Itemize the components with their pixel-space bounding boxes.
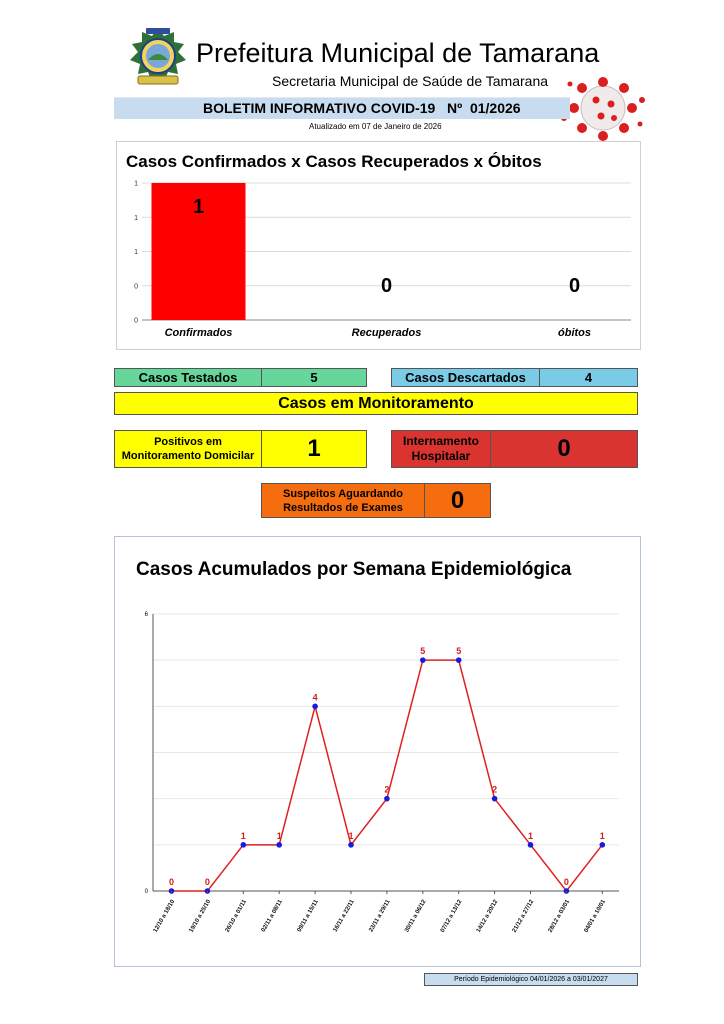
data-point <box>492 796 498 802</box>
x-tick-label: 09/11 a 15/11 <box>296 899 320 934</box>
data-point <box>312 704 318 710</box>
x-tick-label: 28/12 a 03/01 <box>547 899 572 934</box>
x-tick-label: 04/01 a 10/01 <box>583 899 608 934</box>
updated-date: Atualizado em 07 de Janeiro de 2026 <box>309 122 442 131</box>
weekly-line-chart <box>114 536 641 967</box>
data-point <box>384 796 390 802</box>
home-monitoring-value: 1 <box>261 430 367 468</box>
point-data-label: 0 <box>204 877 210 887</box>
data-point <box>420 657 426 663</box>
suspects-label: Suspeitos Aguardando Resultados de Exames <box>261 483 425 518</box>
x-tick-label: 14/12 a 20/12 <box>475 899 500 934</box>
cases-chart-title: Casos Confirmados x Casos Recuperados x Óbitos <box>126 152 542 171</box>
y-tick-label: 1 <box>134 249 138 256</box>
period-label: Período Epidemiológico 04/01/2026 a 03/01/2027 <box>424 973 638 986</box>
coronavirus-illustration <box>556 72 650 144</box>
x-category-label: óbitos <box>558 327 591 339</box>
point-data-label: 5 <box>420 646 426 657</box>
x-tick-label: 12/10 a 18/10 <box>152 899 177 934</box>
monitoring-heading: Casos em Monitoramento <box>114 392 638 415</box>
suspects-value: 0 <box>424 483 491 518</box>
point-data-label: 1 <box>348 830 354 841</box>
hospital-value: 0 <box>490 430 638 468</box>
y-tick-label: 1 <box>134 180 138 188</box>
x-tick-label: 16/11 a 22/11 <box>332 899 356 934</box>
point-data-label: 2 <box>492 784 498 795</box>
y-tick-label: 1 <box>134 214 138 222</box>
data-point <box>241 842 247 848</box>
y-tick-label: 6 <box>144 612 148 618</box>
point-data-label: 1 <box>240 830 246 841</box>
discarded-label: Casos Descartados <box>391 368 540 387</box>
discarded-value: 4 <box>539 368 638 387</box>
cases-bar-chart <box>116 141 641 350</box>
series-line <box>172 660 603 891</box>
point-data-label: 5 <box>456 646 462 657</box>
data-point <box>348 842 354 848</box>
home-monitoring-label: Positivos em Monitoramento Domicilar <box>114 430 262 468</box>
municipal-crest-logo <box>124 26 192 92</box>
x-tick-label: 30/11 a 06/12 <box>404 899 428 934</box>
y-tick-label: 0 <box>134 283 138 291</box>
point-data-label: 1 <box>276 830 282 841</box>
bar-data-label: 0 <box>380 275 393 297</box>
page-title: Prefeitura Municipal de Tamarana <box>196 38 600 68</box>
x-tick-label: 23/11 a 29/11 <box>368 899 392 934</box>
x-tick-label: 02/11 a 08/11 <box>260 899 284 934</box>
y-tick-label: 0 <box>144 889 148 895</box>
data-point <box>456 657 462 663</box>
x-tick-label: 26/10 a 01/11 <box>224 899 249 934</box>
y-tick-label: 0 <box>134 317 138 325</box>
bulletin-heading: BOLETIM INFORMATIVO COVID-19 Nº 01/2026 <box>203 100 521 116</box>
x-tick-label: 19/10 a 25/10 <box>188 899 213 934</box>
x-category-label: Recuperados <box>351 327 422 339</box>
hospital-label: Internamento Hospitalar <box>391 430 491 468</box>
data-point <box>276 842 282 848</box>
weekly-chart-title: Casos Acumulados por Semana Epidemiológica <box>136 559 572 580</box>
data-point <box>528 842 534 848</box>
point-data-label: 4 <box>312 692 318 703</box>
x-category-label: Confirmados <box>164 327 233 339</box>
x-tick-label: 21/12 a 27/12 <box>511 899 536 934</box>
point-data-label: 1 <box>527 830 534 841</box>
data-point <box>600 842 606 848</box>
tested-value: 5 <box>261 368 367 387</box>
bar-data-label: 1 <box>192 196 205 218</box>
page-subtitle: Secretaria Municipal de Saúde de Tamarana <box>272 73 549 89</box>
point-data-label: 2 <box>384 784 390 795</box>
point-data-label: 0 <box>168 877 175 887</box>
x-tick-label: 07/12 a 13/12 <box>439 899 464 934</box>
bar-data-label: 0 <box>568 275 581 297</box>
point-data-label: 1 <box>599 830 605 841</box>
tested-label: Casos Testados <box>114 368 262 387</box>
point-data-label: 0 <box>563 877 569 887</box>
